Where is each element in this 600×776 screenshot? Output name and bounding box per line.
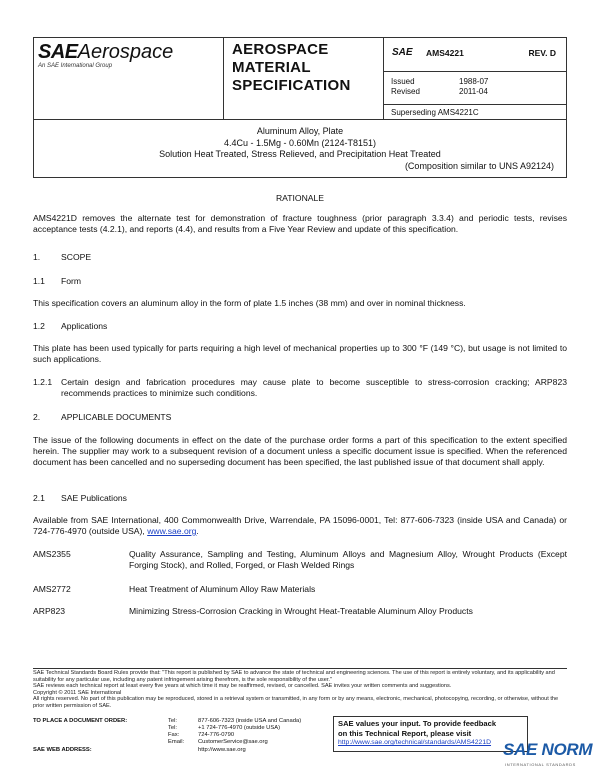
section-1-2-text: This plate has been used typically for parts requiring a high level of mechanical properties up to 300 °F (149 °C), but usage is not limited to such applications.: [33, 343, 567, 364]
doc-number: AMS4221: [426, 48, 464, 58]
rationale-text: AMS4221D removes the alternate test for demonstration of fracture toughness (prior paragraph 3.3.4) and periodic tests, revises acceptance tests (4.2.1), and reports (4.4), and results from a Five Year Review and update of this specification.: [33, 213, 567, 234]
reference-doc-id: AMS2355: [33, 549, 71, 559]
revised-row: Revised 2011-04: [391, 87, 488, 96]
sae-mark: SAE: [392, 47, 413, 58]
spec-type-title: AEROSPACE MATERIAL SPECIFICATION: [232, 41, 351, 94]
revision-label: REV. D: [528, 48, 556, 58]
logo-tagline: An SAE International Group: [38, 63, 113, 69]
sae-website-link[interactable]: www.sae.org: [147, 526, 197, 536]
section-1-1-text: This specification covers an aluminum alloy in the form of plate 1.5 inches (38 mm) and over in nominal thickness.: [33, 298, 466, 308]
section-1-1-heading: 1.1 Form: [33, 276, 82, 286]
reference-doc-title: Minimizing Stress-Corrosion Cracking in Wrought Heat-Treatable Aluminum Alloy Products: [129, 606, 473, 616]
watermark-subtitle: INTERNATIONAL STANDARDS: [505, 762, 576, 767]
phone-inside-usa: 877-606-7323 (inside USA and Canada): [198, 718, 302, 724]
superseding-note: Superseding AMS4221C: [391, 108, 479, 117]
footer-rules: SAE Technical Standards Board Rules provide that: "This report is published by SAE to advance the state of technical and engineering sciences. The use of this report is entirely voluntary, and its applicability and suitability for any particular use, including any patent infringement arising therefrom, is the sole responsibility of the user.": [33, 670, 555, 683]
reference-doc-title: Heat Treatment of Aluminum Alloy Raw Materials: [129, 584, 316, 594]
spec-type-cell: [224, 38, 384, 119]
sae-aerospace-logo: SAEAerospace: [38, 41, 174, 63]
doc-info-cell: [384, 38, 566, 119]
issued-row: Issued 1988-07: [391, 77, 489, 86]
phone-outside-usa: +1 724-776-4970 (outside USA): [198, 725, 281, 731]
footer-copyright: Copyright © 2011 SAE International: [33, 689, 122, 696]
footer-divider: [33, 668, 567, 669]
reference-doc-id: ARP823: [33, 606, 66, 616]
feedback-link[interactable]: http://www.sae.org/technical/standards/AMS4221D: [338, 739, 492, 746]
section-1-heading: 1. SCOPE: [33, 252, 92, 262]
section-2-1-text: Available from SAE International, 400 Commonwealth Drive, Warrendale, PA 15096-0001, Tel: 877-606-7323 (inside USA and Canada) or 724-776-4970 (outside USA), www.sae.org.: [33, 515, 567, 536]
section-2-1-heading: 2.1 SAE Publications: [33, 493, 127, 503]
footer-rights: All rights reserved. No part of this publication may be reproduced, stored in a retrieval system or transmitted, in any form or by any means, electronic, mechanical, photocopying, recording, or otherwise, without the prior written permission of SAE.: [33, 696, 559, 709]
footer-legal: [33, 670, 567, 710]
reference-doc-title: Quality Assurance, Sampling and Testing, Aluminum Alloys and Magnesium Alloy, Wrought Products (Except Forging Stock), and Rolled, Forged, or Flash Welded Rings: [129, 549, 567, 570]
sae-web-address[interactable]: http://www.sae.org: [198, 747, 246, 753]
document-header: [33, 37, 567, 120]
reference-doc-id: AMS2772: [33, 584, 71, 594]
logo-cell: [34, 38, 224, 119]
section-2-text: The issue of the following documents in effect on the date of the purchase order forms a part of this specification to the extent specified herein. The supplier may work to a subsequent revision of a document unless a specific document issue is specified. When the referenced document has been cancelled and no superseding document has been specified, the last published issue of that document shall apply.: [33, 435, 567, 467]
footer-review: SAE reviews each technical report at least every five years at which time it may be reaffirmed, revised, or cancelled. SAE invites your written comments and suggestions.: [33, 683, 452, 690]
rationale-heading: RATIONALE: [275, 193, 325, 203]
section-1-2-heading: 1.2 Applications: [33, 321, 108, 331]
sae-norm-watermark: SAE NORM: [503, 740, 593, 759]
customer-service-email[interactable]: CustomerService@sae.org: [198, 739, 268, 745]
document-title-block: Aluminum Alloy, Plate 4.4Cu - 1.5Mg - 0.60Mn (2124-T8151) Solution Heat Treated, Stress Relieved, and Precipitation Heat Treated (Composition similar to UNS A92124): [33, 120, 567, 178]
feedback-box: SAE values your input. To provide feedback on this Technical Report, please visit http://www.sae.org/technical/standards/AMS4221D: [333, 716, 528, 752]
section-2-heading: 2. APPLICABLE DOCUMENTS: [33, 412, 172, 422]
fax-number: 724-776-0790: [198, 732, 235, 738]
